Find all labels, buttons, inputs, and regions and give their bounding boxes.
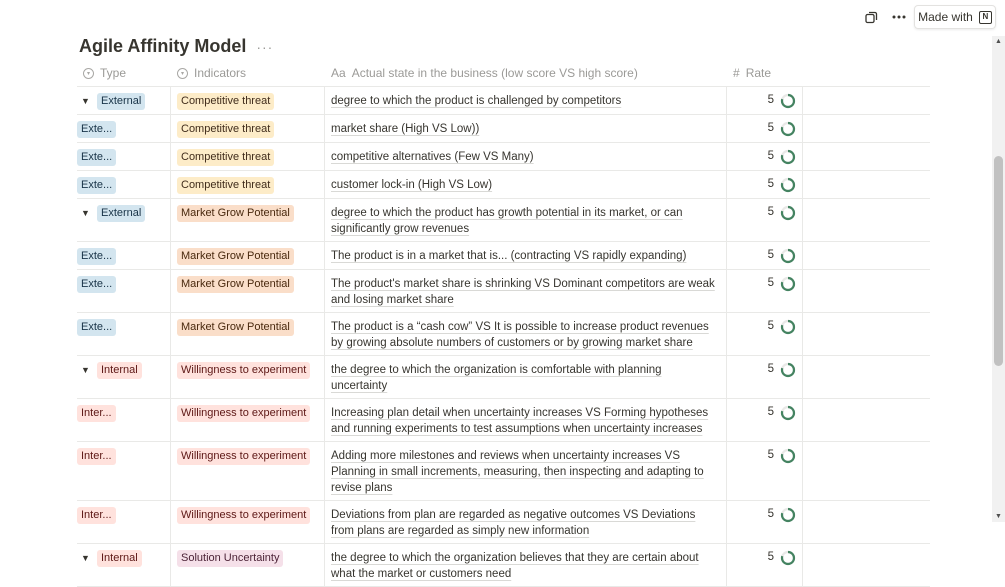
indicator-tag: Willingness to experiment [177,405,310,422]
state-text: Increasing plan detail when uncertainty increases VS Forming hypotheses and running experiments to test assumptions when uncertainty increases [331,407,709,435]
type-tag: Exte... [77,276,116,293]
table-row[interactable] [77,399,930,442]
type-tag: Inter... [77,405,116,422]
empty-cell [803,501,930,543]
rate-value: 5 [767,320,774,332]
indicator-tag: Market Grow Potential [177,319,294,336]
text-property-icon: Aa [331,66,346,80]
state-cell[interactable] [325,399,727,441]
rate-value: 5 [767,449,774,461]
type-cell[interactable] [77,442,171,500]
type-tag: Exte... [77,149,116,166]
type-cell[interactable] [77,143,171,170]
empty-cell [803,143,930,170]
more-icon[interactable] [890,8,908,26]
indicator-cell[interactable] [171,171,325,198]
column-header-state[interactable] [325,60,727,86]
table-row[interactable] [77,143,930,171]
empty-cell [803,242,930,269]
indicator-cell[interactable] [171,442,325,500]
table-header [77,60,930,87]
rate-ring-icon [780,93,796,109]
topbar-actions [862,8,908,26]
empty-cell [803,115,930,142]
rate-value: 5 [767,508,774,520]
table-row[interactable] [77,356,930,399]
state-text: competitive alternatives (Few VS Many) [331,151,534,163]
indicator-tag: Market Grow Potential [177,205,294,222]
type-cell[interactable] [77,399,171,441]
duplicate-icon[interactable] [862,8,880,26]
state-text: customer lock-in (High VS Low) [331,179,493,191]
type-cell[interactable] [77,115,171,142]
toggle-arrow-icon[interactable]: ▼ [81,553,90,563]
type-cell[interactable] [77,313,171,355]
type-tag: Internal [97,362,142,379]
state-text: the degree to which the organization believes that they are certain about what the market or customers need [331,552,699,580]
indicator-cell[interactable] [171,270,325,312]
indicator-cell[interactable] [171,242,325,269]
rate-ring-icon [780,149,796,165]
scroll-down-arrow-icon[interactable]: ▼ [995,513,1002,520]
database-table [77,60,930,587]
type-cell[interactable] [77,242,171,269]
type-cell[interactable] [77,171,171,198]
empty-cell [803,399,930,441]
rate-value: 5 [767,178,774,190]
state-cell[interactable] [325,544,727,586]
type-tag: Exte... [77,177,116,194]
state-cell[interactable] [325,143,727,170]
rate-ring-icon [780,362,796,378]
rate-cell[interactable] [727,313,803,355]
type-cell[interactable] [77,199,171,241]
empty-cell [803,442,930,500]
type-tag: Inter... [77,448,116,465]
table-row[interactable] [77,544,930,587]
table-row[interactable] [77,270,930,313]
rate-ring-icon [780,121,796,137]
state-text: Deviations from plan are regarded as negative outcomes VS Deviations from plans are regarded as simply new information [331,509,696,537]
indicator-cell[interactable] [171,115,325,142]
state-cell[interactable] [325,270,727,312]
rate-value: 5 [767,206,774,218]
made-with-label: Made with [918,10,973,24]
rate-value: 5 [767,551,774,563]
type-tag: Exte... [77,121,116,138]
indicator-tag: Competitive threat [177,177,274,194]
column-header-rate-label: Rate [745,66,772,80]
type-tag: Inter... [77,507,116,524]
state-cell[interactable] [325,313,727,355]
rate-cell[interactable] [727,356,803,398]
state-text: market share (High VS Low)) [331,123,480,135]
rate-value: 5 [767,363,774,375]
table-row[interactable] [77,313,930,356]
table-row[interactable] [77,199,930,242]
indicator-tag: Market Grow Potential [177,276,294,293]
column-header-rate[interactable] [727,60,803,86]
rate-value: 5 [767,277,774,289]
rate-cell[interactable] [727,171,803,198]
state-cell[interactable] [325,199,727,241]
column-header-state-label: Actual state in the business (low score VS high score) [351,66,638,80]
table-row[interactable] [77,242,930,270]
type-cell[interactable] [77,501,171,543]
empty-cell [803,171,930,198]
state-cell[interactable] [325,356,727,398]
empty-cell [803,313,930,355]
indicator-cell[interactable] [171,399,325,441]
state-text: the degree to which the organization is comfortable with planning uncertainty [331,364,662,392]
state-cell[interactable] [325,501,727,543]
table-row[interactable] [77,442,930,501]
table-body [77,87,930,587]
type-cell[interactable] [77,87,171,114]
toggle-arrow-icon[interactable]: ▼ [81,96,90,106]
rate-value: 5 [767,94,774,106]
indicator-cell[interactable] [171,544,325,586]
table-row[interactable] [77,501,930,544]
toggle-arrow-icon[interactable]: ▼ [81,365,90,375]
scroll-up-arrow-icon[interactable]: ▲ [995,38,1002,45]
vertical-scrollbar[interactable] [992,36,1005,522]
rate-ring-icon [780,276,796,292]
state-text: The product's market share is shrinking VS Dominant competitors are weak and losing market share [331,278,715,306]
type-cell[interactable] [77,270,171,312]
state-text: The product is in a market that is... (contracting VS rapidly expanding) [331,250,687,262]
select-property-icon: ▾ [177,68,188,79]
state-text: The product is a “cash cow” VS It is possible to increase product revenues by growing absolute numbers of customers or by growing market share [331,321,709,349]
indicator-tag: Willingness to experiment [177,507,310,524]
select-property-icon: ▾ [83,68,94,79]
state-cell[interactable] [325,442,727,500]
rate-cell[interactable] [727,143,803,170]
table-row[interactable] [77,171,930,199]
indicator-cell[interactable] [171,199,325,241]
state-cell[interactable] [325,115,727,142]
column-header-indicators-label: Indicators [194,66,247,80]
rate-ring-icon [780,319,796,335]
page-title: Agile Affinity Model [79,36,247,56]
indicator-cell[interactable] [171,501,325,543]
empty-cell [803,87,930,114]
toggle-arrow-icon[interactable]: ▼ [81,208,90,218]
rate-cell[interactable] [727,399,803,441]
type-tag: External [97,205,145,222]
indicator-tag: Competitive threat [177,121,274,138]
type-tag: Exte... [77,248,116,265]
state-text: degree to which the product has growth potential in its market, or can significantly grow revenues [331,207,683,235]
indicator-tag: Competitive threat [177,93,274,110]
rate-cell[interactable] [727,501,803,543]
table-row[interactable] [77,87,930,115]
indicator-tag: Competitive threat [177,149,274,166]
rate-ring-icon [780,248,796,264]
empty-cell [803,544,930,586]
rate-ring-icon [780,448,796,464]
type-tag: Internal [97,550,142,567]
indicator-tag: Willingness to experiment [177,362,310,379]
state-cell[interactable] [325,87,727,114]
title-row [79,36,273,57]
indicator-cell[interactable] [171,87,325,114]
rate-value: 5 [767,122,774,134]
type-tag: Exte... [77,319,116,336]
state-cell[interactable] [325,242,727,269]
state-cell[interactable] [325,171,727,198]
column-header-indicators[interactable] [171,60,325,86]
rate-ring-icon [780,507,796,523]
type-cell[interactable] [77,544,171,586]
column-header-type[interactable] [77,60,171,86]
rate-ring-icon [780,550,796,566]
type-tag: External [97,93,145,110]
indicator-tag: Market Grow Potential [177,248,294,265]
empty-cell [803,270,930,312]
state-text: degree to which the product is challenged by competitors [331,95,622,107]
rate-ring-icon [780,205,796,221]
number-property-icon: # [733,66,740,80]
rate-cell[interactable] [727,544,803,586]
column-header-empty [803,60,930,86]
rate-ring-icon [780,177,796,193]
indicator-cell[interactable] [171,313,325,355]
rate-ring-icon [780,405,796,421]
rate-value: 5 [767,406,774,418]
rate-cell[interactable] [727,242,803,269]
rate-cell[interactable] [727,115,803,142]
notion-logo-icon: N [979,11,992,24]
scroll-thumb[interactable] [994,156,1003,366]
state-text: Adding more milestones and reviews when uncertainty increases VS Planning in small increments, measuring, then inspecting and adapting to revise plans [331,450,704,494]
rate-cell[interactable] [727,199,803,241]
rate-cell[interactable] [727,442,803,500]
empty-cell [803,356,930,398]
type-cell[interactable] [77,356,171,398]
rate-value: 5 [767,150,774,162]
empty-cell [803,199,930,241]
made-with-notion-button[interactable] [914,5,996,29]
indicator-cell[interactable] [171,143,325,170]
indicator-tag: Willingness to experiment [177,448,310,465]
rate-cell[interactable] [727,270,803,312]
indicator-cell[interactable] [171,356,325,398]
column-header-type-label: Type [100,66,127,80]
rate-value: 5 [767,249,774,261]
table-row[interactable] [77,115,930,143]
indicator-tag: Solution Uncertainty [177,550,283,567]
title-more-icon[interactable]: ··· [256,38,274,55]
rate-cell[interactable] [727,87,803,114]
